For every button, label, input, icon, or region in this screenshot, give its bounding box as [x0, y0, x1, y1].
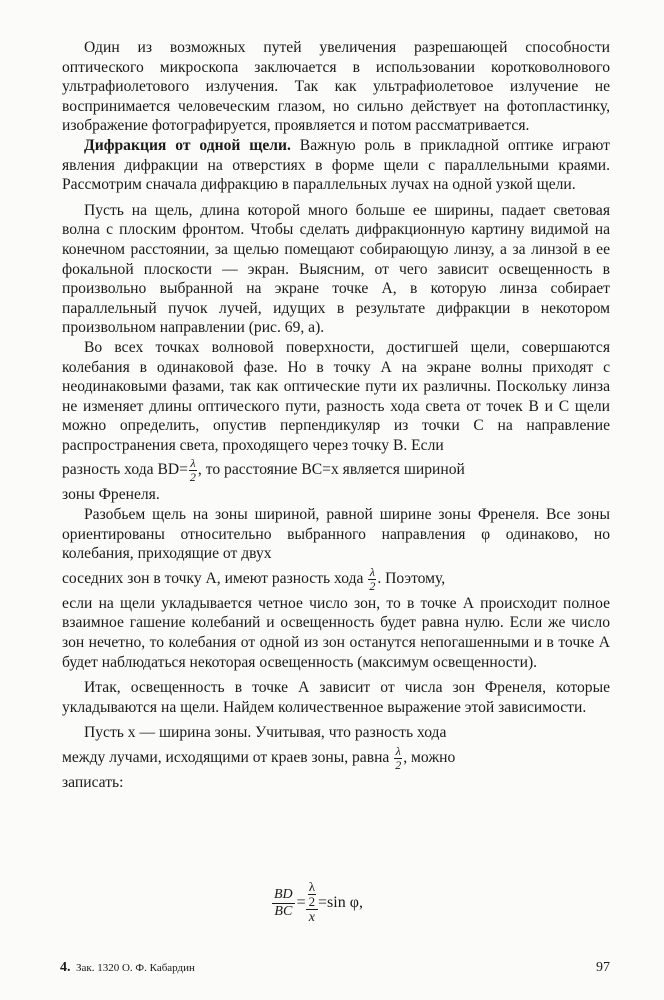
fraction-denominator: 2 [369, 578, 376, 593]
signature-number: 4. [60, 960, 71, 975]
fraction-numerator: λ [395, 743, 401, 758]
text-segment: . Поэтому, [377, 569, 446, 587]
text-segment: соседних зон в точку А, имеют разность хода [62, 569, 368, 587]
paragraph-7-end: записать: [62, 774, 124, 791]
fraction-lambda-over-2 [368, 566, 376, 593]
page-number: 97 [596, 960, 610, 975]
signature-text: Зак. 1320 О. Ф. Кабардин [76, 962, 195, 974]
paragraph-2 [62, 136, 610, 195]
compound-denominator: x [308, 910, 315, 925]
text-segment: разность хода BD= [62, 461, 188, 479]
fraction-denominator: 2 [395, 757, 402, 772]
equals-sign: = [296, 894, 306, 911]
printer-signature [60, 960, 195, 976]
paragraph-6: Итак, освещенность в точке А зависит от числа зон Френеля, которые укладываются на щели. Найдем количественное выражение этой зависимости. [62, 679, 610, 716]
fraction-numerator: λ [369, 564, 375, 579]
fraction-lambda-half-over-x [306, 880, 318, 926]
paragraph-5: Разобьем щель на зоны шириной, равной ширине зоны Френеля. Все зоны ориентированы относительно выбранного направления φ одинаково, но колебания, приходящие от двух [62, 506, 610, 563]
display-formula [270, 880, 363, 926]
paragraph-3: Пусть на щель, длина которой много больше ее ширины, падает световая волна с плоским фронтом. Чтобы сделать дифракционную картину видимой на конечном расстоянии, за щелью помещают собирающую линзу, а за линзой в ее фокальной плоскости — экран. Выясним, от чего зависит освещенность в произвольно выбранной на экране точке А, в которую линза собирает параллельный пучок лучей, идущих в результате дифракции в некотором произвольном направлении (рис. 69, а). [62, 201, 610, 337]
paragraph-1: Один из возможных путей увеличения разрешающей способности оптического микроскопа заключается в использовании коротковолнового ультрафиолетового излучения. Так как ультрафиолетовое излучение не воспринимается человеческим глазом, но сильно действует на фотопластинку, изображение фотографируется, проявляется и потом рассматривается. [62, 39, 610, 135]
text-segment: между лучами, исходящими от краев зоны, равна [62, 749, 394, 766]
paragraph-5-rest: если на щели укладывается четное число зон, то в точке А происходит полное взаимное гашение колебаний и освещенность будет равна нулю. Если же число зон нечетно, то колебания от одной из зон останутся непогашенными и в точке А будет наблюдаться некоторая освещенность (максимум освещенности). [62, 594, 610, 671]
fraction-denominator: BC [274, 903, 293, 919]
fraction-bd-over-bc [272, 887, 295, 920]
page-text [62, 38, 610, 793]
fraction-denominator: 2 [189, 470, 196, 485]
fraction-numerator: BD [274, 886, 293, 902]
inner-denominator: 2 [308, 894, 316, 909]
paragraph-4-end: зоны Френеля. [62, 486, 160, 504]
text-segment: , то расстояние BC=x является шириной [197, 461, 465, 479]
text-segment: , можно [403, 749, 456, 766]
paragraph-5-formula-line [62, 564, 610, 594]
inner-numerator: λ [308, 879, 316, 894]
page-footer [60, 960, 612, 976]
compound-numerator [306, 880, 318, 910]
paragraph-7-formula-line [62, 743, 610, 773]
formula-rhs: =sin φ, [318, 894, 363, 911]
paragraph-2-text: Важную роль в прикладной оптике играют явления дифракции на отверстиях в форме щели с параллельными краями. Рассмотрим сначала дифракцию в параллельных лучах на одной узкой щели. [62, 136, 610, 194]
fraction-lambda-over-2 [394, 745, 402, 772]
paragraph-4: Во всех точках волновой поверхности, достигшей щели, совершаются колебания в одинаковой фазе. Но в точку А на экране волны приходят с неодинаковыми фазами, так как оптические пути их различны. Поскольку линза не изменяет длины оптического пути, разность хода света от точек В и С щели можно определить, опустив перпендикуляр из точки С на направление распространения света, проходящего через точку В. Если [62, 338, 610, 454]
paragraph-7-line-1: Пусть x — ширина зоны. Учитывая, что разность хода [84, 724, 447, 742]
fraction-numerator: λ [190, 456, 196, 471]
section-heading: Дифракция от одной щели. [84, 136, 291, 154]
fraction-lambda-over-2 [189, 457, 197, 484]
paragraph-4-formula-line [62, 455, 610, 485]
